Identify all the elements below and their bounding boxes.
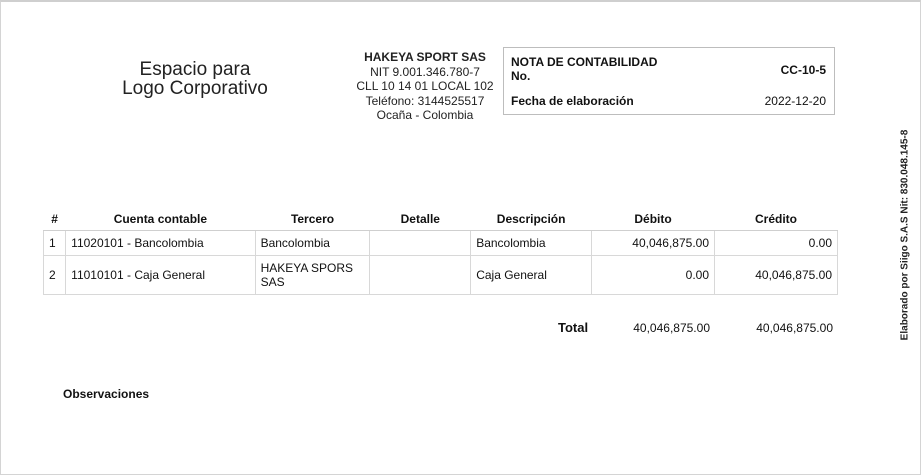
total-label: Total	[558, 320, 589, 335]
row-description: Caja General	[471, 256, 592, 295]
company-name: HAKEYA SPORT SAS	[364, 50, 486, 64]
row-description: Bancolombia	[471, 231, 592, 256]
header-num: #	[44, 208, 66, 231]
header-account: Cuenta contable	[66, 208, 255, 231]
header-description: Descripción	[471, 208, 592, 231]
row-account: 11020101 - Bancolombia	[66, 231, 255, 256]
header-third-party: Tercero	[255, 208, 370, 231]
document-date: 2022-12-20	[764, 94, 826, 108]
entries-table	[43, 208, 838, 295]
row-detail	[370, 231, 471, 256]
company-info	[345, 50, 505, 123]
generator-credit: Elaborado por Siigo S.A.S Nit: 830.048.145-8	[899, 129, 911, 341]
document-title: NOTA DE CONTABILIDAD	[511, 55, 658, 69]
total-credit: 40,046,875.00	[756, 321, 833, 335]
row-num: 1	[44, 231, 66, 256]
total-debit: 40,046,875.00	[633, 321, 710, 335]
row-debit: 40,046,875.00	[592, 231, 715, 256]
company-nit: NIT 9.001.346.780-7	[370, 64, 480, 79]
header-debit: Débito	[592, 208, 715, 231]
row-credit: 0.00	[715, 231, 838, 256]
row-third-party: Bancolombia	[255, 231, 370, 256]
table-row	[44, 231, 838, 256]
table-row	[44, 256, 838, 295]
header-detail: Detalle	[370, 208, 471, 231]
document-number: CC-10-5	[780, 63, 826, 77]
row-detail	[370, 256, 471, 295]
row-credit: 40,046,875.00	[715, 256, 838, 295]
company-phone: Teléfono: 3144525517	[365, 93, 485, 108]
date-label: Fecha de elaboración	[511, 94, 634, 108]
row-num: 2	[44, 256, 66, 295]
table-header-row	[44, 208, 838, 231]
document-number-label: No.	[511, 69, 531, 83]
company-city: Ocaña - Colombia	[376, 108, 474, 122]
observations-label: Observaciones	[63, 387, 150, 401]
logo-line-2: Logo Corporativo	[122, 78, 268, 99]
document-info-box	[503, 47, 835, 115]
company-address: CLL 10 14 01 LOCAL 102	[356, 79, 494, 93]
row-debit: 0.00	[592, 256, 715, 295]
header-credit: Crédito	[715, 208, 838, 231]
logo-placeholder	[100, 60, 290, 98]
logo-line-1: Espacio para	[139, 59, 251, 80]
row-account: 11010101 - Caja General	[66, 256, 255, 295]
row-third-party: HAKEYA SPORS SAS	[255, 256, 370, 295]
